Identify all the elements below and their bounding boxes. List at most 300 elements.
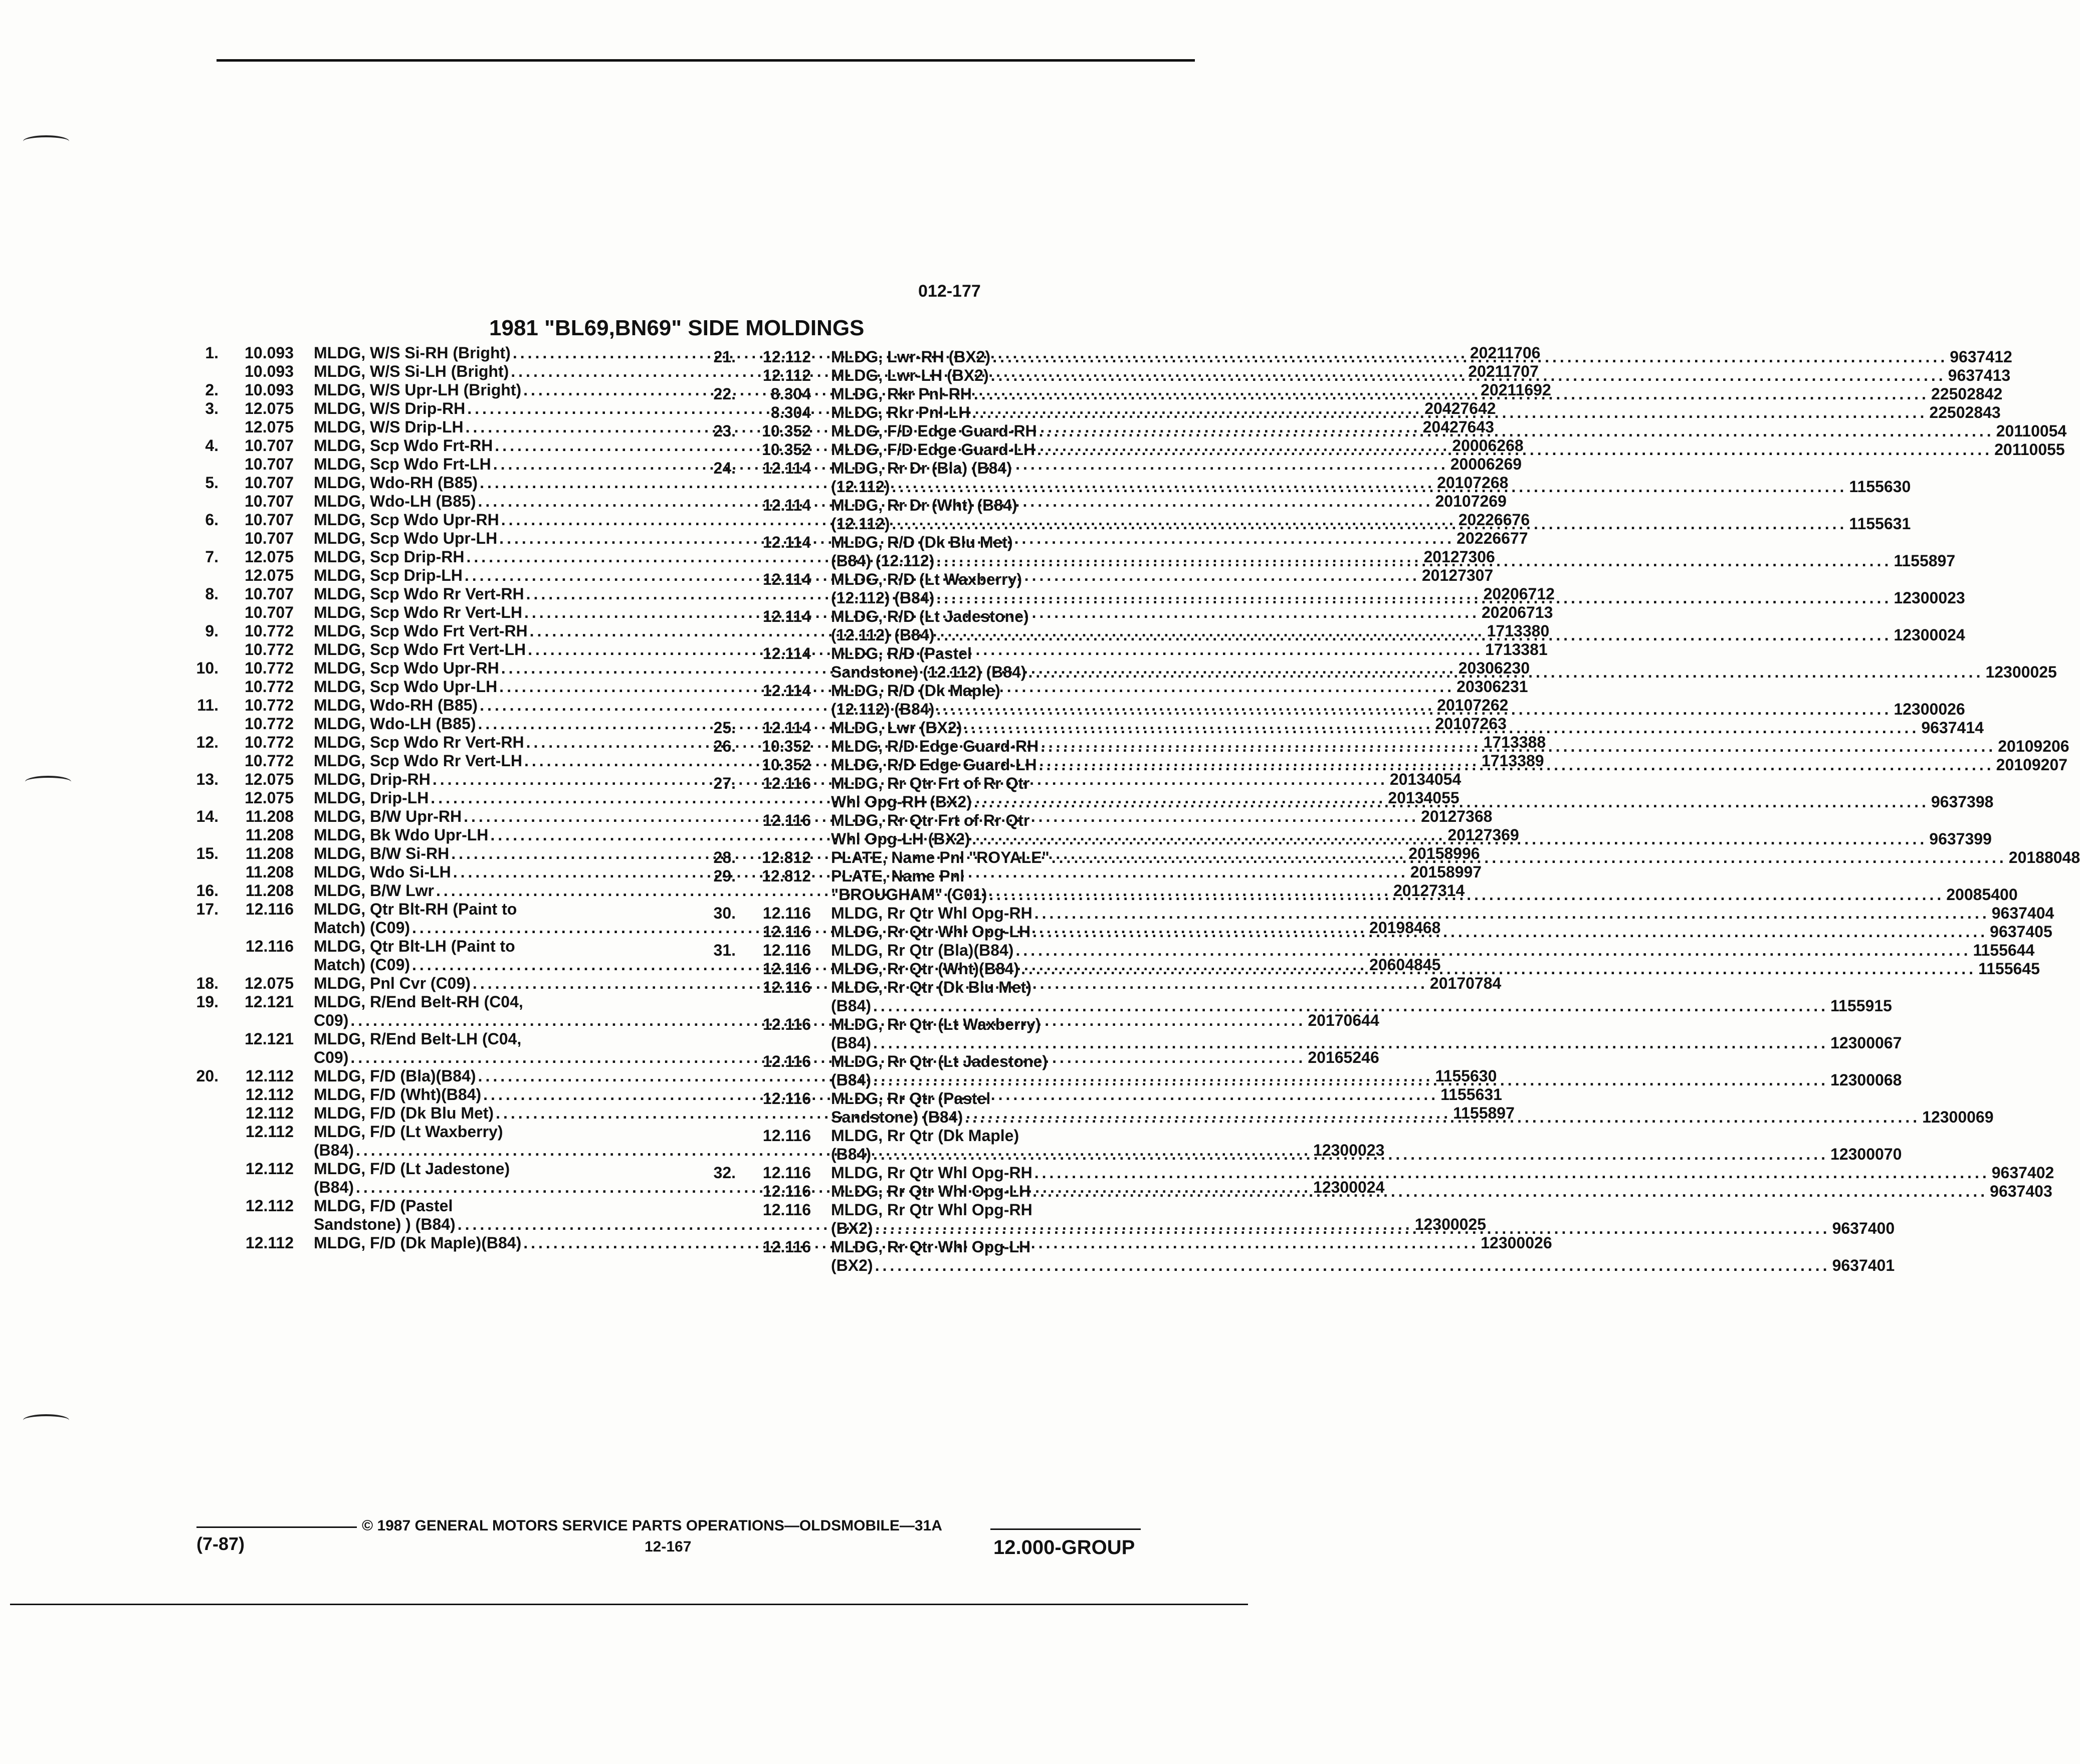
group-code: 10.772: [245, 622, 294, 640]
group-code: 12.121: [245, 993, 294, 1011]
group-code: 12.112: [245, 1234, 294, 1252]
group-code: 12.112: [762, 348, 811, 366]
part-number: 9637399: [1929, 830, 1992, 848]
part-number: 12300024: [1894, 626, 1965, 644]
part-number: 9637403: [1990, 1182, 2052, 1200]
item-number: 15.: [196, 844, 219, 862]
dot-leader: [936, 626, 1892, 644]
group-code: 12.075: [245, 399, 294, 417]
part-number: 9637404: [1991, 904, 2054, 922]
dot-leader: [1015, 941, 1971, 960]
description-text: Sandstone) (B84): [831, 1108, 963, 1126]
binder-hole-mark: [23, 1414, 69, 1426]
description-line: [831, 1164, 2054, 1182]
item-number: 11.: [197, 696, 219, 714]
description-line: [831, 644, 2057, 663]
description-text: MLDG, Scp Drip-LH: [314, 566, 463, 584]
description-text: MLDG, B/W Si-RH: [314, 844, 450, 862]
description-text: MLDG, Rr Qtr (Dk Maple): [831, 1127, 1019, 1145]
description-text: PLATE, Name Pnl: [831, 867, 965, 885]
part-description: [831, 756, 2067, 774]
part-number: 12300069: [1922, 1108, 1994, 1126]
description-text: MLDG, R/D (Lt Waxberry): [831, 570, 1022, 588]
description-text: MLDG, Rr Qtr Frt of Rr Qtr: [831, 774, 1030, 792]
group-code: 10.772: [245, 659, 294, 677]
item-number: 5.: [205, 474, 219, 492]
description-line: [831, 478, 1911, 496]
description-line: [831, 737, 2069, 756]
dot-leader: [972, 830, 1927, 848]
part-description: [831, 385, 2002, 403]
part-number: 1713388: [1483, 733, 1546, 751]
description-line: [831, 440, 2065, 459]
description-text: MLDG, Rr Qtr Frt of Rr Qtr: [831, 811, 1030, 829]
group-code: 10.352: [762, 737, 811, 755]
description-text: MLDG, Rr Dr (Wht) (B84): [831, 496, 1017, 514]
dot-leader: [875, 1219, 1830, 1238]
part-number: 20211707: [1468, 362, 1539, 380]
dot-leader: [1039, 422, 1994, 440]
part-description: [831, 403, 2001, 422]
dot-leader: [1034, 904, 1990, 923]
description-text: (BX2): [831, 1219, 873, 1237]
part-number: 20107263: [1435, 715, 1507, 733]
dot-leader: [936, 589, 1892, 607]
footer-group: 12.000-GROUP: [993, 1536, 1135, 1559]
description-line: [831, 626, 1965, 644]
description-line: [831, 422, 2066, 440]
group-code: 8.304: [770, 403, 811, 421]
dot-leader: [992, 348, 1948, 366]
description-text: Whl Opg-RH (BX2): [831, 793, 972, 811]
description-text: MLDG, Scp Wdo Frt-LH: [314, 455, 491, 473]
footer-date: (7-87): [196, 1533, 245, 1554]
part-number: 20134055: [1388, 789, 1460, 807]
description-line: [831, 923, 2052, 941]
part-number: 20127307: [1421, 566, 1494, 584]
part-number: 20206712: [1483, 585, 1555, 603]
group-code: 12.116: [762, 1238, 811, 1256]
description-text: MLDG, Scp Wdo Rr Vert-RH: [314, 585, 524, 603]
description-text: MLDG, Rr Qtr Whl Opg-LH: [831, 1182, 1031, 1200]
part-number: 12300026: [1481, 1234, 1552, 1252]
dot-leader: [989, 886, 1944, 904]
description-text: (B84): [831, 1034, 872, 1052]
part-description: [831, 1015, 1902, 1052]
description-text: C09): [314, 1048, 349, 1066]
part-description: [831, 1127, 1902, 1164]
dot-leader: [1052, 848, 2007, 867]
description-text: MLDG, R/D (Dk Blu Met): [831, 533, 1013, 551]
item-number: 4.: [205, 436, 219, 455]
part-number: 12300023: [1894, 589, 1965, 607]
group-code: 12.116: [762, 960, 811, 978]
part-number: 20306230: [1458, 659, 1530, 677]
description-text: MLDG, Rkr Pnl-LH: [831, 403, 970, 421]
description-text: MLDG, R/End Belt-LH (C04,: [314, 1030, 522, 1048]
group-code: 11.208: [245, 807, 294, 825]
item-number: 14.: [196, 807, 219, 825]
description-text: MLDG, Rr Qtr Whl Opg-RH: [831, 1201, 1032, 1219]
part-description: [831, 1164, 2054, 1182]
part-number: 20226677: [1457, 529, 1528, 547]
description-text: MLDG, Rr Qtr Whl Opg-RH: [831, 904, 1032, 922]
part-number: 20109207: [1996, 756, 2068, 774]
description-text: MLDG, Scp Wdo Upr-LH: [314, 678, 498, 696]
description-text: Match) (C09): [314, 919, 410, 937]
group-code: 12.116: [762, 1201, 811, 1219]
description-text: MLDG, R/D Edge Guard-LH: [831, 756, 1037, 774]
part-description: [831, 348, 2012, 366]
footer-page-number: 12-167: [645, 1538, 692, 1555]
dot-leader: [974, 793, 1929, 811]
description-text: MLDG, W/S Drip-RH: [314, 399, 466, 417]
description-text: MLDG, R/D (Dk Maple): [831, 682, 1000, 700]
group-code: 12.116: [762, 923, 811, 941]
dot-leader: [965, 1108, 1920, 1127]
description-text: MLDG, R/D (Lt Jadestone): [831, 607, 1029, 625]
group-code: 12.116: [762, 1089, 811, 1108]
group-code: 12.116: [245, 900, 294, 918]
description-line: [831, 1127, 1902, 1145]
description-text: MLDG, Rr Qtr (Wht)(B84): [831, 960, 1019, 978]
item-number: 23.: [713, 422, 736, 440]
description-text: (B84): [831, 1145, 872, 1163]
group-code: 10.707: [245, 455, 294, 473]
description-line: [831, 366, 2010, 385]
group-code: 12.116: [762, 1164, 811, 1182]
group-code: 12.116: [762, 941, 811, 959]
description-text: MLDG, B/W Upr-RH: [314, 807, 462, 825]
description-line: [831, 589, 1965, 607]
part-description: [831, 867, 2018, 904]
dot-leader: [892, 478, 1847, 496]
part-description: [831, 459, 1911, 496]
dot-leader: [1032, 923, 1988, 941]
description-text: (B84): [314, 1178, 354, 1196]
group-code: 10.093: [245, 344, 294, 362]
description-line: [831, 607, 1965, 626]
part-description: [831, 811, 1992, 848]
description-text: MLDG, Lwr (BX2): [831, 719, 962, 737]
part-number: 20427642: [1424, 399, 1496, 417]
part-description: [831, 978, 1892, 1015]
group-code: 12.075: [245, 418, 294, 436]
part-description: [831, 737, 2069, 756]
description-text: PLATE, Name Pnl "ROYALE": [831, 848, 1050, 866]
description-line: [831, 663, 2057, 682]
part-number: 20127314: [1393, 881, 1465, 900]
group-code: 10.772: [245, 640, 294, 658]
part-number: 20006268: [1452, 436, 1524, 455]
part-number: 20110055: [1994, 440, 2065, 459]
group-code: 12.114: [762, 719, 811, 737]
top-rule: [217, 59, 1195, 62]
part-number: 20127306: [1423, 548, 1495, 566]
footer-rule-left: [196, 1526, 357, 1528]
description-text: "BROUGHAM" (C01): [831, 886, 987, 904]
description-line: [831, 960, 2040, 978]
item-number: 26.: [713, 737, 736, 755]
description-text: MLDG, Wdo-RH (B85): [314, 696, 478, 714]
part-number: 1155631: [1440, 1085, 1502, 1104]
part-number: 20226676: [1458, 511, 1530, 529]
part-number: 12300025: [1414, 1215, 1487, 1233]
group-code: 12.116: [762, 811, 811, 829]
description-text: (12.112) (B84): [831, 589, 935, 607]
part-number: 20158996: [1408, 844, 1480, 862]
dot-leader: [875, 1256, 1830, 1275]
group-code: 10.772: [245, 696, 294, 714]
part-description: [831, 570, 1965, 607]
group-code: 12.114: [762, 570, 811, 588]
description-text: MLDG, Scp Wdo Frt Vert-RH: [314, 622, 528, 640]
description-text: MLDG, Scp Wdo Upr-LH: [314, 529, 498, 547]
part-number: 9637413: [1948, 366, 2011, 384]
group-code: 12.812: [762, 848, 811, 866]
part-number: 1155645: [1978, 960, 2040, 978]
part-number: 1155644: [1973, 941, 2035, 959]
part-number: 12300023: [1313, 1141, 1385, 1159]
dot-leader: [1039, 756, 1994, 774]
group-code: 10.772: [245, 752, 294, 770]
dot-leader: [1021, 960, 1976, 978]
description-text: (12.112) (B84): [831, 626, 935, 644]
description-line: [831, 719, 1984, 737]
description-text: MLDG, Rkr Pnl-RH: [831, 385, 972, 403]
description-line: [831, 1145, 1902, 1164]
dot-leader: [873, 997, 1828, 1015]
group-code: 10.093: [245, 381, 294, 399]
group-code: 12.112: [762, 366, 811, 384]
group-code: 8.304: [770, 385, 811, 403]
description-text: MLDG, Scp Wdo Frt Vert-LH: [314, 640, 526, 658]
description-text: MLDG, Scp Wdo Rr Vert-RH: [314, 733, 524, 751]
description-text: MLDG, Lwr-LH (BX2): [831, 366, 989, 384]
description-line: [831, 570, 1965, 589]
part-entry: [177, 1067, 1497, 1085]
part-number: 1155631: [1849, 515, 1911, 533]
group-code: 12.112: [245, 1104, 294, 1122]
part-number: 12300026: [1894, 700, 1965, 718]
description-text: MLDG, W/S Si-LH (Bright): [314, 362, 509, 380]
dot-leader: [974, 385, 1929, 403]
description-line: [831, 348, 2012, 366]
part-number: 22502842: [1931, 385, 2003, 403]
description-text: MLDG, Bk Wdo Upr-LH: [314, 826, 489, 844]
description-line: [831, 1238, 1895, 1256]
description-line: [831, 1089, 1994, 1108]
description-text: MLDG, Qtr Blt-RH (Paint to: [314, 900, 517, 918]
part-number: 20206713: [1482, 603, 1553, 621]
group-code: 11.208: [245, 844, 294, 862]
part-description: [831, 848, 2080, 867]
part-description: [831, 682, 1965, 719]
part-number: 20006269: [1450, 455, 1522, 473]
part-number: 20211706: [1470, 344, 1541, 362]
group-code: 12.075: [245, 548, 294, 566]
part-number: 20306231: [1457, 678, 1528, 696]
part-number: 20107268: [1437, 474, 1509, 492]
group-code: 12.116: [762, 1127, 811, 1145]
group-code: 12.116: [762, 774, 811, 792]
group-code: 10.707: [245, 492, 294, 510]
group-code: 12.116: [762, 1052, 811, 1070]
description-line: [831, 1219, 1895, 1238]
item-number: 24.: [713, 459, 736, 477]
item-number: 17.: [196, 900, 219, 918]
bottom-rule: [10, 1604, 1248, 1605]
part-number: 9637398: [1931, 793, 1994, 811]
part-number: 12300068: [1830, 1071, 1902, 1089]
description-line: [831, 941, 2034, 960]
description-text: (B84) (12.112): [831, 552, 935, 570]
item-number: 2.: [205, 381, 219, 399]
group-code: 12.112: [245, 1160, 294, 1178]
group-code: 10.772: [245, 715, 294, 733]
part-number: 12300067: [1830, 1034, 1902, 1052]
description-text: MLDG, Rr Qtr (Lt Jadestone): [831, 1052, 1048, 1070]
description-line: [831, 1108, 1994, 1127]
part-description: [831, 904, 2054, 923]
description-line: [831, 1015, 1902, 1034]
part-number: 9637400: [1832, 1219, 1895, 1237]
part-number: 1713381: [1485, 640, 1548, 658]
description-text: MLDG, Rr Qtr (Lt Waxberry): [831, 1015, 1041, 1033]
description-text: (12.112): [831, 478, 890, 496]
description-text: (BX2): [831, 1256, 873, 1274]
item-number: 16.: [196, 881, 219, 900]
item-number: 8.: [205, 585, 219, 603]
part-description: [831, 1052, 1902, 1089]
description-line: [831, 756, 2067, 774]
group-code: 12.116: [762, 1182, 811, 1200]
description-text: MLDG, Pnl Cvr (C09): [314, 974, 471, 992]
part-number: 22502843: [1929, 403, 2001, 421]
part-number: 20107269: [1435, 492, 1507, 510]
dot-leader: [936, 700, 1892, 719]
description-text: MLDG, Rr Qtr (Pastel: [831, 1089, 991, 1108]
dot-leader: [1028, 663, 1983, 682]
part-number: 1713389: [1482, 752, 1544, 770]
part-number: 12300025: [1985, 663, 2057, 681]
item-number: 22.: [713, 385, 736, 403]
part-number: 1155630: [1435, 1067, 1497, 1085]
part-number: 9637412: [1950, 348, 2012, 366]
item-number: 3.: [205, 399, 219, 417]
part-number: 12300070: [1830, 1145, 1902, 1163]
dot-leader: [972, 403, 1927, 422]
description-text: MLDG, Rr Dr (Bla) (B84): [831, 459, 1012, 477]
part-number: 20109206: [1998, 737, 2069, 755]
group-code: 11.208: [245, 881, 294, 900]
description-text: MLDG, Drip-LH: [314, 789, 429, 807]
group-code: 10.093: [245, 362, 294, 380]
part-number: 20127369: [1447, 826, 1519, 844]
group-code: 12.114: [762, 533, 811, 551]
part-number: 20188048: [2008, 848, 2080, 866]
item-number: 1.: [205, 344, 219, 362]
part-entry: [695, 941, 2035, 960]
part-number: 1155897: [1894, 552, 1956, 570]
group-code: 12.075: [245, 770, 294, 788]
group-code: 12.114: [762, 607, 811, 625]
description-text: MLDG, R/End Belt-RH (C04,: [314, 993, 523, 1011]
dot-leader: [892, 515, 1847, 533]
footer-rule-right: [990, 1528, 1141, 1530]
description-text: Match) (C09): [314, 956, 410, 974]
description-text: MLDG, R/D (Pastel: [831, 644, 972, 663]
group-code: 12.112: [245, 1123, 294, 1141]
description-line: [831, 793, 1993, 811]
description-text: MLDG, Wdo Si-LH: [314, 863, 451, 881]
description-text: (B84): [831, 997, 872, 1015]
group-code: 10.707: [245, 436, 294, 455]
group-code: 12.812: [762, 867, 811, 885]
description-line: [831, 978, 1892, 997]
part-description: [831, 923, 2052, 941]
description-text: MLDG, Wdo-RH (B85): [314, 474, 478, 492]
description-line: [831, 552, 1955, 570]
part-number: 20170784: [1429, 974, 1502, 992]
part-number: 1155897: [1453, 1104, 1515, 1122]
part-entry: [695, 1164, 2054, 1182]
part-number: 1155915: [1830, 997, 1892, 1015]
description-text: MLDG, F/D (Bla)(B84): [314, 1067, 476, 1085]
part-number: 20198468: [1369, 919, 1441, 937]
item-number: 19.: [196, 993, 219, 1011]
part-description: [831, 496, 1911, 533]
part-number: 20134054: [1389, 770, 1462, 788]
description-text: MLDG, Rr Qtr Whl Opg-LH: [831, 1238, 1031, 1256]
description-text: MLDG, Scp Wdo Upr-RH: [314, 659, 499, 677]
item-number: 27.: [713, 774, 736, 792]
item-number: 13.: [196, 770, 219, 788]
description-text: MLDG, F/D (Pastel: [314, 1197, 453, 1215]
description-text: MLDG, F/D (Wht)(B84): [314, 1085, 482, 1104]
item-number: 30.: [713, 904, 736, 922]
part-number: 20107262: [1437, 696, 1509, 714]
dot-leader: [936, 552, 1892, 570]
description-line: [831, 496, 1911, 515]
group-code: 12.116: [762, 904, 811, 922]
binder-hole-mark: [25, 776, 71, 788]
description-text: (12.112): [831, 515, 890, 533]
part-description: [831, 1238, 1895, 1275]
item-number: 25.: [713, 719, 736, 737]
group-code: 10.772: [245, 733, 294, 751]
item-number: 28.: [713, 848, 736, 866]
description-text: MLDG, Scp Wdo Rr Vert-LH: [314, 752, 522, 770]
dot-leader: [1034, 1164, 1990, 1182]
description-line: [831, 533, 1955, 552]
group-code: 10.707: [245, 474, 294, 492]
part-description: [831, 1201, 1895, 1238]
part-description: [831, 607, 1965, 644]
group-code: 12.075: [245, 974, 294, 992]
group-code: 10.352: [762, 756, 811, 774]
description-line: [831, 459, 1911, 478]
part-number: 20604845: [1369, 956, 1441, 974]
group-code: 12.116: [245, 937, 294, 955]
part-number: 1713380: [1487, 622, 1550, 640]
description-line: [831, 515, 1911, 533]
part-number: 20170644: [1308, 1011, 1379, 1029]
description-text: Whl Opg-LH (BX2): [831, 830, 970, 848]
item-number: 12.: [196, 733, 219, 751]
part-number: 20158997: [1410, 863, 1482, 881]
part-number: 1155630: [1849, 478, 1911, 496]
